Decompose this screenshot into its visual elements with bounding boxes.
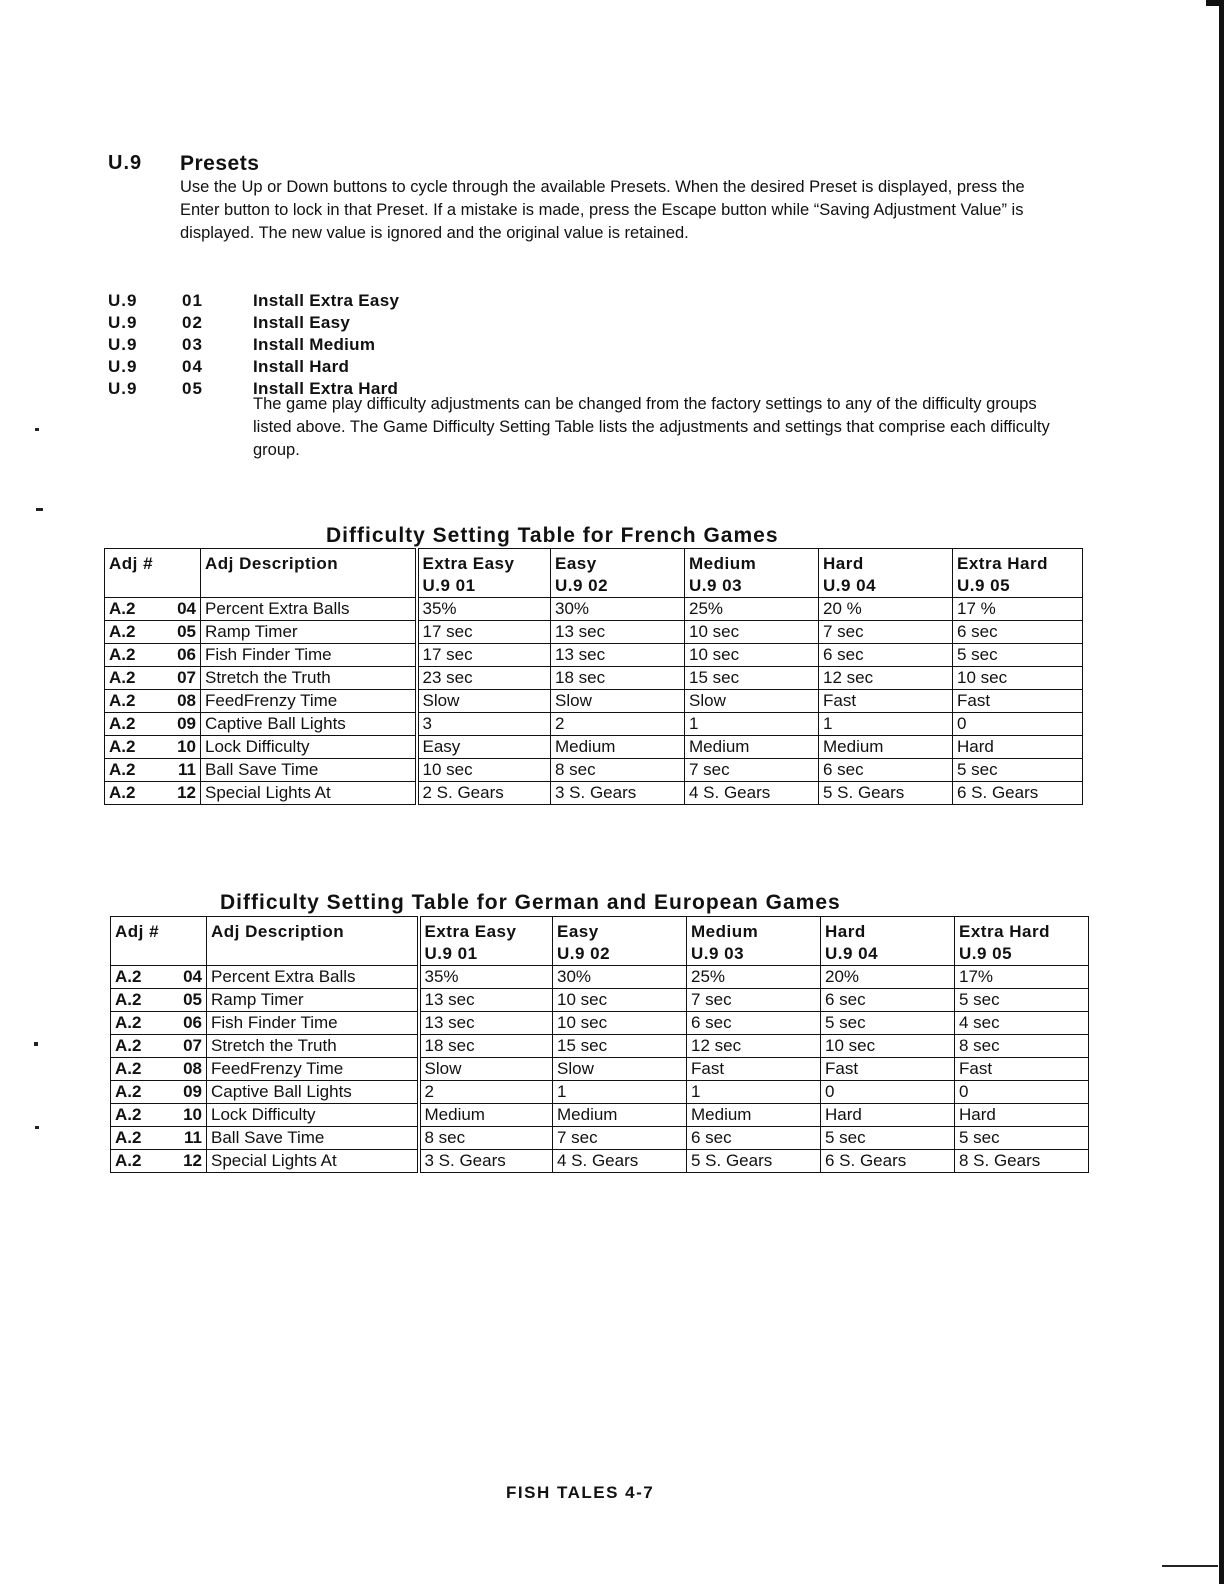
setting-value-cell: Hard <box>821 1104 955 1127</box>
setting-value-cell: Slow <box>551 690 685 713</box>
setting-value-cell: Medium <box>687 1104 821 1127</box>
preset-label: Install Medium <box>253 335 376 354</box>
setting-value-cell: Medium <box>685 736 819 759</box>
setting-value-cell: 6 sec <box>953 621 1083 644</box>
setting-value-cell: Slow <box>685 690 819 713</box>
setting-value-cell: 35% <box>419 966 553 989</box>
setting-value-cell: 6 S. Gears <box>821 1150 955 1173</box>
setting-value-cell: Easy <box>417 736 551 759</box>
setting-value-cell: Slow <box>553 1058 687 1081</box>
adj-number-cell <box>105 713 201 736</box>
setting-value-cell: 5 sec <box>953 644 1083 667</box>
adj-group: A.2 <box>109 599 136 618</box>
adj-number-cell <box>105 736 201 759</box>
scan-speck <box>36 508 43 511</box>
german-european-difficulty-table <box>110 916 1089 1173</box>
setting-value-cell: Fast <box>687 1058 821 1081</box>
setting-value-cell: 10 sec <box>553 989 687 1012</box>
table-row <box>105 713 1083 736</box>
adj-group: A.2 <box>115 1082 142 1101</box>
adj-group: A.2 <box>115 1128 142 1147</box>
header-easy: Easy U.9 02 <box>553 917 687 966</box>
preset-number: 03 <box>182 335 203 354</box>
adj-group: A.2 <box>109 760 136 779</box>
setting-value-cell: 25% <box>685 598 819 621</box>
header-extra-hard: Extra Hard U.9 05 <box>953 549 1083 598</box>
setting-value-cell: 13 sec <box>551 621 685 644</box>
adj-number-cell <box>111 989 207 1012</box>
adj-number-cell <box>111 966 207 989</box>
setting-value-cell: Slow <box>417 690 551 713</box>
table-row <box>111 1127 1089 1150</box>
setting-value-cell: 17% <box>955 966 1089 989</box>
adj-number-cell <box>111 1150 207 1173</box>
scan-speck <box>34 1042 38 1046</box>
setting-value-cell: 12 sec <box>819 667 953 690</box>
adj-group: A.2 <box>115 990 142 1009</box>
setting-value-cell: 30% <box>551 598 685 621</box>
header-adj-number: Adj # <box>111 917 207 966</box>
setting-value-cell: Medium <box>551 736 685 759</box>
preset-label: Install Hard <box>253 357 350 376</box>
table-row <box>111 1058 1089 1081</box>
setting-value-cell: 5 S. Gears <box>819 782 953 805</box>
adj-group: A.2 <box>109 691 136 710</box>
adj-index: 05 <box>177 622 196 641</box>
presets-description: The game play difficulty adjustments can be changed from the factory settings to any of the difficulty groups listed above. The Game Difficulty Setting Table lists the adjustments and settings that comprise each difficulty group. <box>253 395 1050 459</box>
setting-value-cell: 20% <box>821 966 955 989</box>
preset-number: 01 <box>182 291 203 310</box>
setting-value-cell: 7 sec <box>687 989 821 1012</box>
adj-group: A.2 <box>109 645 136 664</box>
adj-description-cell: FeedFrenzy Time <box>207 1058 419 1081</box>
adj-index: 09 <box>177 714 196 733</box>
setting-value-cell: 13 sec <box>419 1012 553 1035</box>
setting-value-cell: 3 S. Gears <box>419 1150 553 1173</box>
setting-value-cell: 13 sec <box>419 989 553 1012</box>
preset-id: U.9 <box>108 357 138 376</box>
adj-number-cell <box>111 1081 207 1104</box>
preset-id: U.9 <box>108 379 138 398</box>
section-intro: Use the Up or Down buttons to cycle through the available Presets. When the desired Preset is displayed, press the Enter button to lock in that Preset. If a mistake is made, press the Escape button while “Saving Adjustment Value” is displayed. The new value is ignored and the original value is retained. <box>180 178 1025 242</box>
adj-index: 12 <box>183 1151 202 1170</box>
setting-value-cell: 17 sec <box>417 621 551 644</box>
setting-value-cell: 4 S. Gears <box>685 782 819 805</box>
scan-speck <box>35 1126 39 1129</box>
table-row <box>111 1012 1089 1035</box>
setting-value-cell: 6 sec <box>819 759 953 782</box>
setting-value-cell: 2 <box>551 713 685 736</box>
adj-description-cell: Lock Difficulty <box>201 736 417 759</box>
adj-number-cell <box>111 1104 207 1127</box>
header-medium: Medium U.9 03 <box>685 549 819 598</box>
adj-description-cell: Stretch the Truth <box>201 667 417 690</box>
setting-value-cell: 23 sec <box>417 667 551 690</box>
setting-value-cell: 1 <box>687 1081 821 1104</box>
preset-number: 05 <box>182 379 203 398</box>
setting-value-cell: 12 sec <box>687 1035 821 1058</box>
adj-description-cell: Ramp Timer <box>201 621 417 644</box>
setting-value-cell: 1 <box>685 713 819 736</box>
adj-number-cell <box>111 1058 207 1081</box>
table-row <box>105 690 1083 713</box>
table-row <box>111 989 1089 1012</box>
setting-value-cell: 4 sec <box>955 1012 1089 1035</box>
setting-value-cell: 0 <box>953 713 1083 736</box>
setting-value-cell: 8 sec <box>955 1035 1089 1058</box>
adj-index: 11 <box>178 760 196 779</box>
adj-number-cell <box>105 667 201 690</box>
adj-number-cell <box>105 644 201 667</box>
adj-group: A.2 <box>115 1036 142 1055</box>
adj-group: A.2 <box>109 737 136 756</box>
adj-number-cell <box>105 690 201 713</box>
adj-number-cell <box>105 782 201 805</box>
adj-number-cell <box>111 1012 207 1035</box>
table-row <box>111 966 1089 989</box>
table-header-row <box>105 549 1083 598</box>
adj-description-cell: Percent Extra Balls <box>201 598 417 621</box>
adj-index: 04 <box>177 599 196 618</box>
setting-value-cell: 0 <box>821 1081 955 1104</box>
setting-value-cell: 18 sec <box>551 667 685 690</box>
adj-group: A.2 <box>109 783 136 802</box>
setting-value-cell: 5 sec <box>955 989 1089 1012</box>
setting-value-cell: Fast <box>955 1058 1089 1081</box>
adj-description-cell: Fish Finder Time <box>207 1012 419 1035</box>
setting-value-cell: 7 sec <box>819 621 953 644</box>
table-row <box>105 621 1083 644</box>
adj-number-cell <box>105 759 201 782</box>
adj-index: 07 <box>183 1036 202 1055</box>
adj-index: 04 <box>183 967 202 986</box>
adj-description-cell: Percent Extra Balls <box>207 966 419 989</box>
setting-value-cell: 8 sec <box>551 759 685 782</box>
table-header-row <box>111 917 1089 966</box>
setting-value-cell: 5 sec <box>955 1127 1089 1150</box>
setting-value-cell: Hard <box>955 1104 1089 1127</box>
adj-index: 12 <box>177 783 196 802</box>
setting-value-cell: 10 sec <box>417 759 551 782</box>
preset-label: Install Easy <box>253 313 351 332</box>
setting-value-cell: 25% <box>687 966 821 989</box>
setting-value-cell: 10 sec <box>953 667 1083 690</box>
adj-description-cell: Ball Save Time <box>201 759 417 782</box>
french-table-body <box>105 598 1083 805</box>
setting-value-cell: Medium <box>553 1104 687 1127</box>
adj-number-cell <box>111 1035 207 1058</box>
preset-number: 02 <box>182 313 203 332</box>
setting-value-cell: Fast <box>953 690 1083 713</box>
adj-index: 10 <box>183 1105 202 1124</box>
adj-description-cell: Ramp Timer <box>207 989 419 1012</box>
adj-description-cell: Captive Ball Lights <box>207 1081 419 1104</box>
adj-index: 06 <box>177 645 196 664</box>
adj-description-cell: Ball Save Time <box>207 1127 419 1150</box>
adj-description-cell: Captive Ball Lights <box>201 713 417 736</box>
adj-number-cell <box>111 1127 207 1150</box>
adj-index: 09 <box>183 1082 202 1101</box>
setting-value-cell: 10 sec <box>553 1012 687 1035</box>
setting-value-cell: 8 sec <box>419 1127 553 1150</box>
table-row <box>105 736 1083 759</box>
adj-index: 05 <box>183 990 202 1009</box>
adj-description-cell: Special Lights At <box>201 782 417 805</box>
setting-value-cell: Fast <box>821 1058 955 1081</box>
setting-value-cell: 17 sec <box>417 644 551 667</box>
setting-value-cell: 5 sec <box>821 1012 955 1035</box>
preset-label: Install Extra Hard <box>253 379 399 398</box>
adj-description-cell: Fish Finder Time <box>201 644 417 667</box>
french-table-title: Difficulty Setting Table for French Games <box>326 524 779 547</box>
adj-description-cell: FeedFrenzy Time <box>201 690 417 713</box>
setting-value-cell: 10 sec <box>685 621 819 644</box>
french-difficulty-table <box>104 548 1083 805</box>
setting-value-cell: 5 S. Gears <box>687 1150 821 1173</box>
page-edge-shadow <box>1219 0 1224 1584</box>
german-european-table-title: Difficulty Setting Table for German and European Games <box>220 891 841 914</box>
setting-value-cell: 6 sec <box>687 1127 821 1150</box>
header-medium: Medium U.9 03 <box>687 917 821 966</box>
table-row <box>111 1104 1089 1127</box>
preset-label: Install Extra Easy <box>253 291 400 310</box>
header-extra-easy: Extra Easy U.9 01 <box>419 917 553 966</box>
setting-value-cell: Fast <box>819 690 953 713</box>
setting-value-cell: 0 <box>955 1081 1089 1104</box>
table-row <box>105 759 1083 782</box>
setting-value-cell: 2 <box>419 1081 553 1104</box>
adj-group: A.2 <box>109 622 136 641</box>
section-number: U.9 <box>108 152 143 174</box>
adj-group: A.2 <box>115 967 142 986</box>
setting-value-cell: 15 sec <box>685 667 819 690</box>
adj-index: 06 <box>183 1013 202 1032</box>
scan-speck <box>35 428 39 431</box>
preset-id: U.9 <box>108 335 138 354</box>
setting-value-cell: 10 sec <box>821 1035 955 1058</box>
table-row <box>111 1150 1089 1173</box>
header-extra-hard: Extra Hard U.9 05 <box>955 917 1089 966</box>
page-footer: FISH TALES 4-7 <box>506 1483 655 1502</box>
header-adj-description: Adj Description <box>207 917 419 966</box>
header-adj-number: Adj # <box>105 549 201 598</box>
header-adj-description: Adj Description <box>201 549 417 598</box>
table-row <box>105 782 1083 805</box>
adj-description-cell: Stretch the Truth <box>207 1035 419 1058</box>
table-row <box>105 598 1083 621</box>
setting-value-cell: 8 S. Gears <box>955 1150 1089 1173</box>
adj-index: 11 <box>184 1128 202 1147</box>
setting-value-cell: 20 % <box>819 598 953 621</box>
setting-value-cell: 15 sec <box>553 1035 687 1058</box>
page-edge-corner <box>1206 0 1220 6</box>
setting-value-cell: Medium <box>419 1104 553 1127</box>
adj-index: 08 <box>183 1059 202 1078</box>
setting-value-cell: 1 <box>553 1081 687 1104</box>
setting-value-cell: 6 sec <box>821 989 955 1012</box>
setting-value-cell: 18 sec <box>419 1035 553 1058</box>
adj-group: A.2 <box>115 1059 142 1078</box>
page-corner-rule <box>1162 1565 1218 1567</box>
setting-value-cell: 13 sec <box>551 644 685 667</box>
setting-value-cell: 3 <box>417 713 551 736</box>
preset-id: U.9 <box>108 313 138 332</box>
setting-value-cell: 6 sec <box>819 644 953 667</box>
adj-description-cell: Lock Difficulty <box>207 1104 419 1127</box>
preset-number: 04 <box>182 357 203 376</box>
setting-value-cell: 7 sec <box>685 759 819 782</box>
adj-index: 10 <box>177 737 196 756</box>
setting-value-cell: Hard <box>953 736 1083 759</box>
setting-value-cell: 5 sec <box>821 1127 955 1150</box>
setting-value-cell: 7 sec <box>553 1127 687 1150</box>
setting-value-cell: Medium <box>819 736 953 759</box>
german-european-table-body <box>111 966 1089 1173</box>
setting-value-cell: 2 S. Gears <box>417 782 551 805</box>
setting-value-cell: 5 sec <box>953 759 1083 782</box>
setting-value-cell: 30% <box>553 966 687 989</box>
header-easy: Easy U.9 02 <box>551 549 685 598</box>
adj-description-cell: Special Lights At <box>207 1150 419 1173</box>
adj-group: A.2 <box>115 1013 142 1032</box>
adj-group: A.2 <box>115 1105 142 1124</box>
adj-index: 07 <box>177 668 196 687</box>
setting-value-cell: 6 sec <box>687 1012 821 1035</box>
setting-value-cell: 17 % <box>953 598 1083 621</box>
header-hard: Hard U.9 04 <box>819 549 953 598</box>
adj-number-cell <box>105 621 201 644</box>
section-title: Presets <box>180 152 260 175</box>
table-row <box>111 1081 1089 1104</box>
adj-group: A.2 <box>115 1151 142 1170</box>
table-row <box>105 644 1083 667</box>
adj-group: A.2 <box>109 714 136 733</box>
adj-number-cell <box>105 598 201 621</box>
setting-value-cell: 3 S. Gears <box>551 782 685 805</box>
setting-value-cell: 6 S. Gears <box>953 782 1083 805</box>
adj-group: A.2 <box>109 668 136 687</box>
table-row <box>105 667 1083 690</box>
setting-value-cell: 10 sec <box>685 644 819 667</box>
setting-value-cell: Slow <box>419 1058 553 1081</box>
adj-index: 08 <box>177 691 196 710</box>
table-row <box>111 1035 1089 1058</box>
setting-value-cell: 4 S. Gears <box>553 1150 687 1173</box>
setting-value-cell: 35% <box>417 598 551 621</box>
preset-id: U.9 <box>108 291 138 310</box>
setting-value-cell: 1 <box>819 713 953 736</box>
header-hard: Hard U.9 04 <box>821 917 955 966</box>
header-extra-easy: Extra Easy U.9 01 <box>417 549 551 598</box>
